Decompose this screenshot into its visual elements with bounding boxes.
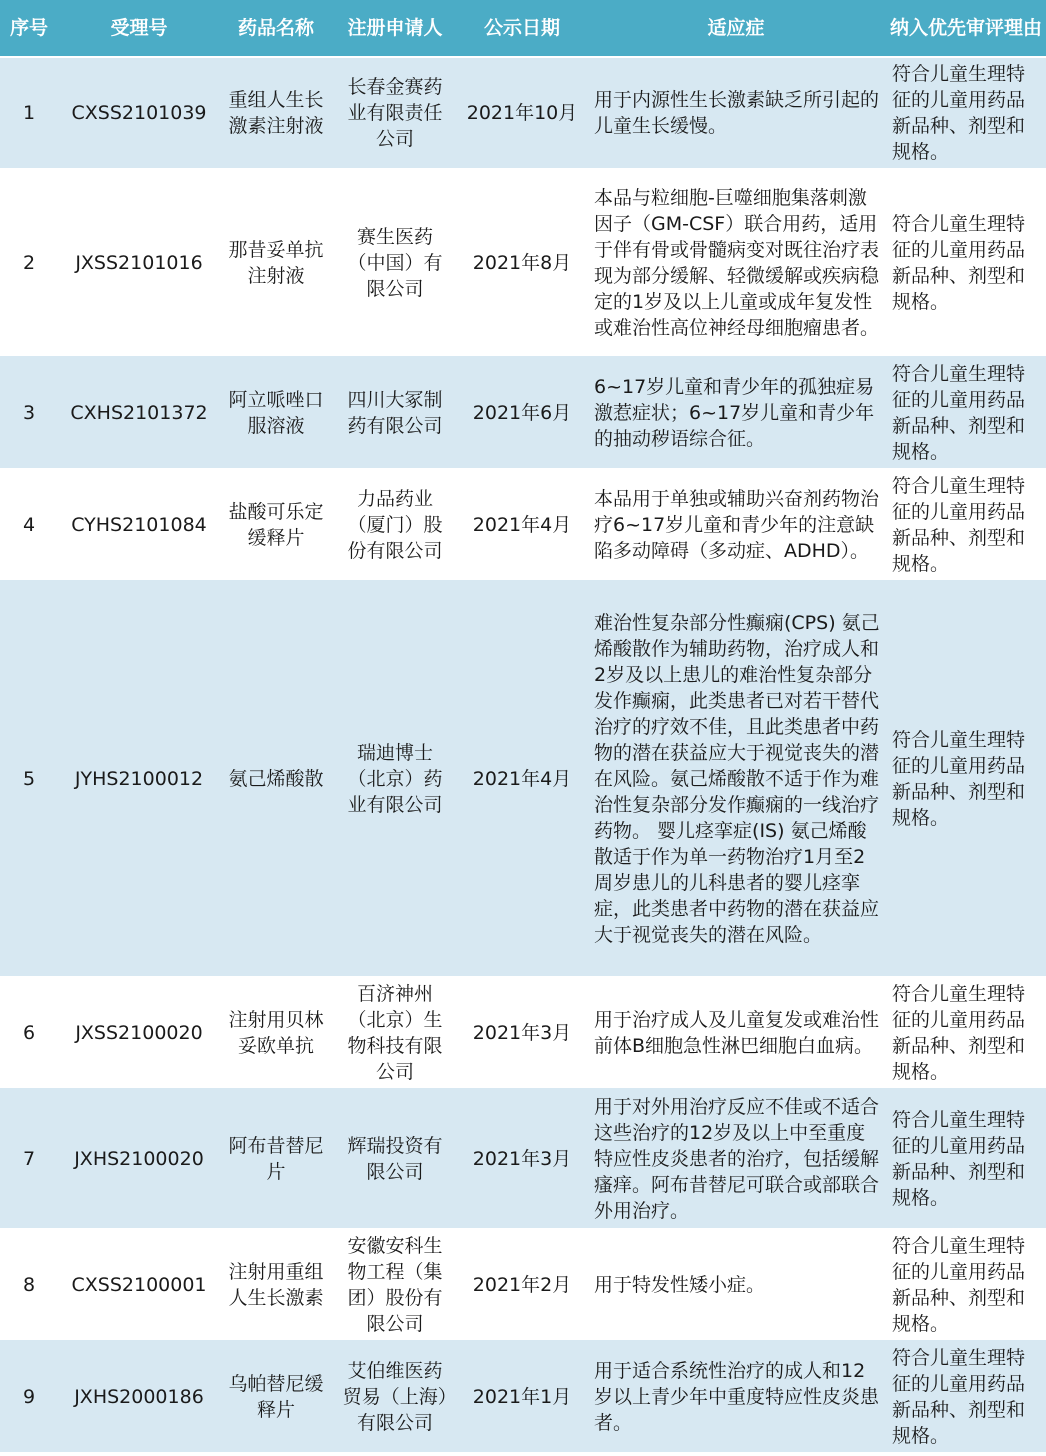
header-no: 序号	[0, 0, 58, 57]
table-row	[0, 1089, 1046, 1229]
cell-no: 5	[0, 581, 58, 977]
cell-drug-name: 氨己烯酸散	[220, 581, 332, 977]
cell-acceptance: JXHS2000186	[58, 1341, 220, 1453]
cell-drug-name: 阿立哌唑口服溶液	[220, 357, 332, 469]
cell-no: 3	[0, 357, 58, 469]
header-indication: 适应症	[586, 0, 886, 57]
cell-applicant: 力品药业（厦门）股份有限公司	[332, 469, 458, 581]
cell-applicant: 瑞迪博士（北京）药业有限公司	[332, 581, 458, 977]
cell-reason: 符合儿童生理特征的儿童用药品新品种、剂型和规格。	[886, 581, 1046, 977]
header-applicant: 注册申请人	[332, 0, 458, 57]
cell-applicant: 四川大冢制药有限公司	[332, 357, 458, 469]
cell-applicant: 百济神州（北京）生物科技有限公司	[332, 977, 458, 1089]
cell-reason: 符合儿童生理特征的儿童用药品新品种、剂型和规格。	[886, 57, 1046, 169]
cell-indication: 用于对外用治疗反应不佳或不适合这些治疗的12岁及以上中至重度特应性皮炎患者的治疗，包括缓解瘙痒。阿布昔替尼可联合或部联合外用治疗。	[586, 1089, 886, 1229]
cell-date: 2021年10月	[458, 57, 586, 169]
header-reason: 纳入优先审评理由	[886, 0, 1046, 57]
cell-no: 2	[0, 169, 58, 357]
cell-no: 8	[0, 1229, 58, 1341]
cell-indication: 难治性复杂部分性癫痫(CPS) 氨己烯酸散作为辅助药物，治疗成人和2岁及以上患儿的难治性复杂部分发作癫痫，此类患者已对若干替代治疗的疗效不佳，且此类患者中药物的潜在获益应大于视觉丧失的潜在风险。氨己烯酸散不适于作为难治性复杂部分发作癫痫的一线治疗药物。 婴儿痉挛症(IS) 氨己烯酸散适于作为单一药物治疗1月至2周岁患儿的儿科患者的婴儿痉挛症，此类患者中药物的潜在获益应大于视觉丧失的潜在风险。	[586, 581, 886, 977]
table-row	[0, 357, 1046, 469]
table-row	[0, 57, 1046, 169]
cell-indication: 用于内源性生长激素缺乏所引起的儿童生长缓慢。	[586, 57, 886, 169]
cell-drug-name: 重组人生长激素注射液	[220, 57, 332, 169]
cell-applicant: 安徽安科生物工程（集团）股份有限公司	[332, 1229, 458, 1341]
cell-reason: 符合儿童生理特征的儿童用药品新品种、剂型和规格。	[886, 1229, 1046, 1341]
cell-drug-name: 阿布昔替尼片	[220, 1089, 332, 1229]
cell-indication: 本品用于单独或辅助兴奋剂药物治疗6~17岁儿童和青少年的注意缺陷多动障碍（多动症、ADHD）。	[586, 469, 886, 581]
table-row	[0, 169, 1046, 357]
cell-acceptance: CXHS2101372	[58, 357, 220, 469]
cell-drug-name: 注射用贝林妥欧单抗	[220, 977, 332, 1089]
cell-no: 9	[0, 1341, 58, 1453]
cell-reason: 符合儿童生理特征的儿童用药品新品种、剂型和规格。	[886, 1089, 1046, 1229]
cell-date: 2021年4月	[458, 581, 586, 977]
cell-reason: 符合儿童生理特征的儿童用药品新品种、剂型和规格。	[886, 977, 1046, 1089]
cell-applicant: 艾伯维医药贸易（上海）有限公司	[332, 1341, 458, 1453]
cell-reason: 符合儿童生理特征的儿童用药品新品种、剂型和规格。	[886, 169, 1046, 357]
cell-drug-name: 乌帕替尼缓释片	[220, 1341, 332, 1453]
cell-acceptance: CYHS2101084	[58, 469, 220, 581]
cell-acceptance: CXSS2100001	[58, 1229, 220, 1341]
cell-drug-name: 注射用重组人生长激素	[220, 1229, 332, 1341]
cell-date: 2021年1月	[458, 1341, 586, 1453]
cell-indication: 用于适合系统性治疗的成人和12岁以上青少年中重度特应性皮炎患者。	[586, 1341, 886, 1453]
table-row	[0, 1229, 1046, 1341]
table-row	[0, 977, 1046, 1089]
table-body	[0, 57, 1046, 1453]
cell-no: 1	[0, 57, 58, 169]
header-acceptance: 受理号	[58, 0, 220, 57]
header-drug-name: 药品名称	[220, 0, 332, 57]
cell-applicant: 赛生医药（中国）有限公司	[332, 169, 458, 357]
cell-date: 2021年3月	[458, 1089, 586, 1229]
cell-date: 2021年6月	[458, 357, 586, 469]
table-row	[0, 581, 1046, 977]
cell-reason: 符合儿童生理特征的儿童用药品新品种、剂型和规格。	[886, 1341, 1046, 1453]
cell-indication: 用于治疗成人及儿童复发或难治性前体B细胞急性淋巴细胞白血病。	[586, 977, 886, 1089]
cell-date: 2021年8月	[458, 169, 586, 357]
cell-drug-name: 那昔妥单抗注射液	[220, 169, 332, 357]
cell-date: 2021年4月	[458, 469, 586, 581]
cell-reason: 符合儿童生理特征的儿童用药品新品种、剂型和规格。	[886, 469, 1046, 581]
cell-indication: 本品与粒细胞-巨噬细胞集落刺激因子（GM-CSF）联合用药，适用于伴有骨或骨髓病变对既往治疗表现为部分缓解、轻微缓解或疾病稳定的1岁及以上儿童或成年复发性或难治性高位神经母细胞瘤患者。	[586, 169, 886, 357]
table-row	[0, 1341, 1046, 1453]
cell-no: 4	[0, 469, 58, 581]
cell-acceptance: JXSS2100020	[58, 977, 220, 1089]
cell-date: 2021年3月	[458, 977, 586, 1089]
cell-no: 6	[0, 977, 58, 1089]
cell-indication: 6~17岁儿童和青少年的孤独症易激惹症状；6~17岁儿童和青少年的抽动秽语综合征。	[586, 357, 886, 469]
cell-acceptance: JYHS2100012	[58, 581, 220, 977]
cell-indication: 用于特发性矮小症。	[586, 1229, 886, 1341]
cell-acceptance: CXSS2101039	[58, 57, 220, 169]
cell-reason: 符合儿童生理特征的儿童用药品新品种、剂型和规格。	[886, 357, 1046, 469]
header-date: 公示日期	[458, 0, 586, 57]
header-row	[0, 0, 1046, 57]
cell-applicant: 长春金赛药业有限责任公司	[332, 57, 458, 169]
table-row	[0, 469, 1046, 581]
cell-acceptance: JXHS2100020	[58, 1089, 220, 1229]
table-header	[0, 0, 1046, 57]
cell-date: 2021年2月	[458, 1229, 586, 1341]
cell-applicant: 辉瑞投资有限公司	[332, 1089, 458, 1229]
cell-acceptance: JXSS2101016	[58, 169, 220, 357]
cell-no: 7	[0, 1089, 58, 1229]
cell-drug-name: 盐酸可乐定缓释片	[220, 469, 332, 581]
